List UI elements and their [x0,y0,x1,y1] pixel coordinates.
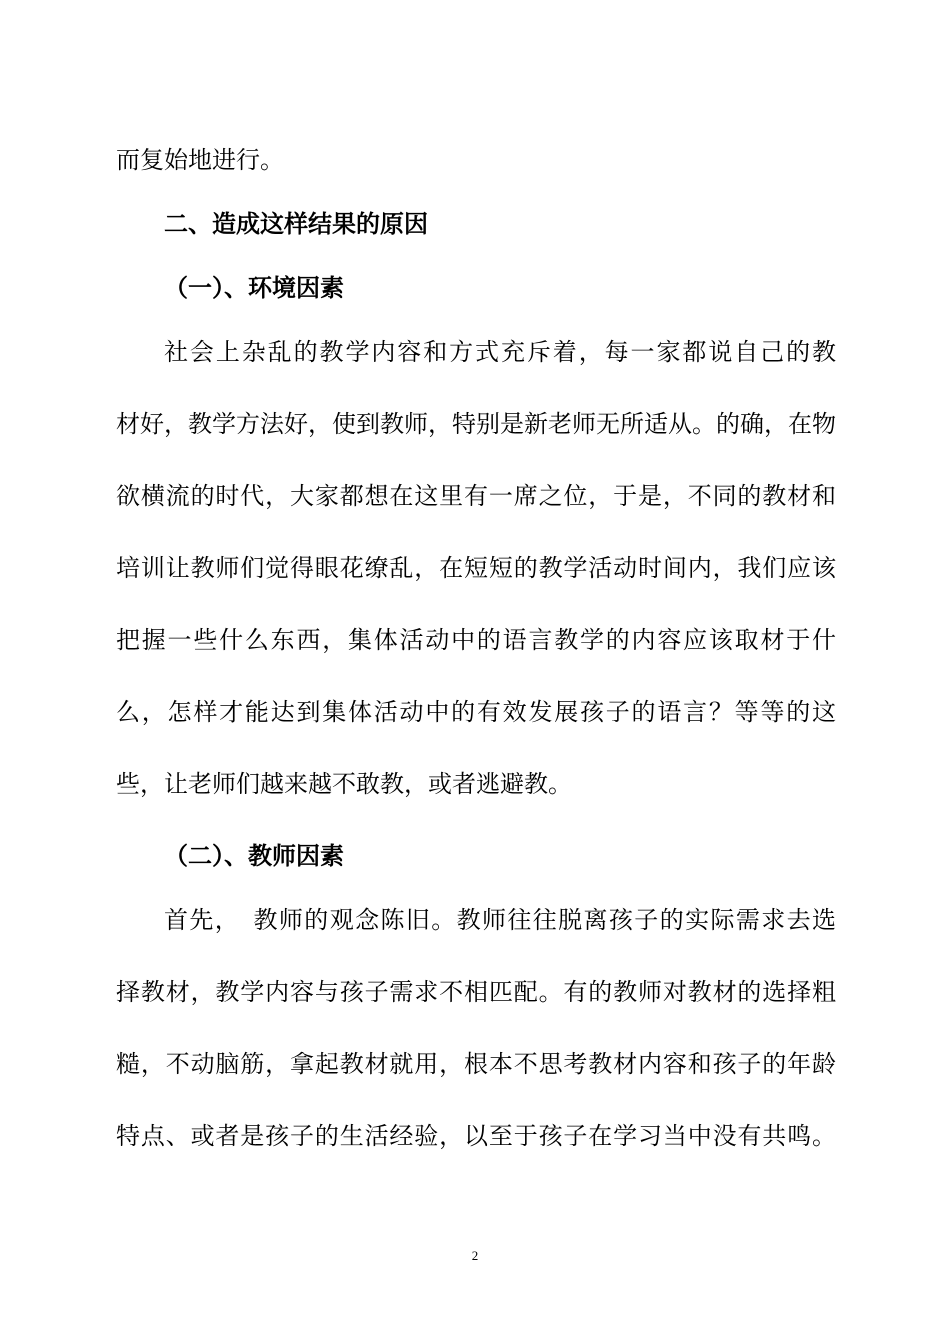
paragraph-line: 首先， 教师的观念陈旧。教师往往脱离孩子的实际需求去选 [164,906,836,934]
subsection-heading-environment: （一）、环境因素 [164,274,344,302]
paragraph-line: 特点、或者是孩子的生活经验，以至于孩子在学习当中没有共鸣。 [116,1122,836,1150]
paragraph-line: 择教材，教学内容与孩子需求不相匹配。有的教师对教材的选择粗 [116,978,836,1006]
paragraph-line: 材好，教学方法好，使到教师，特别是新老师无所适从。的确，在物 [116,410,836,438]
paragraph-line: 么，怎样才能达到集体活动中的有效发展孩子的语言？等等的这 [116,698,836,726]
paragraph-line: 社会上杂乱的教学内容和方式充斥着，每一家都说自己的教 [164,338,836,366]
paragraph-line: 些，让老师们越来越不敢教，或者逃避教。 [116,770,572,798]
page-number: 2 [471,1248,479,1263]
paragraph-line: 培训让教师们觉得眼花缭乱，在短短的教学活动时间内，我们应该 [116,554,836,582]
paragraph-line: 而复始地进行。 [116,146,284,174]
section-heading: 二、造成这样结果的原因 [164,210,428,238]
paragraph-line: 把握一些什么东西，集体活动中的语言教学的内容应该取材于什 [116,626,836,654]
paragraph-line: 糙，不动脑筋，拿起教材就用，根本不思考教材内容和孩子的年龄 [116,1050,836,1078]
subsection-heading-teacher: （二）、教师因素 [164,842,344,870]
paragraph-line: 欲横流的时代，大家都想在这里有一席之位，于是，不同的教材和 [116,482,836,510]
